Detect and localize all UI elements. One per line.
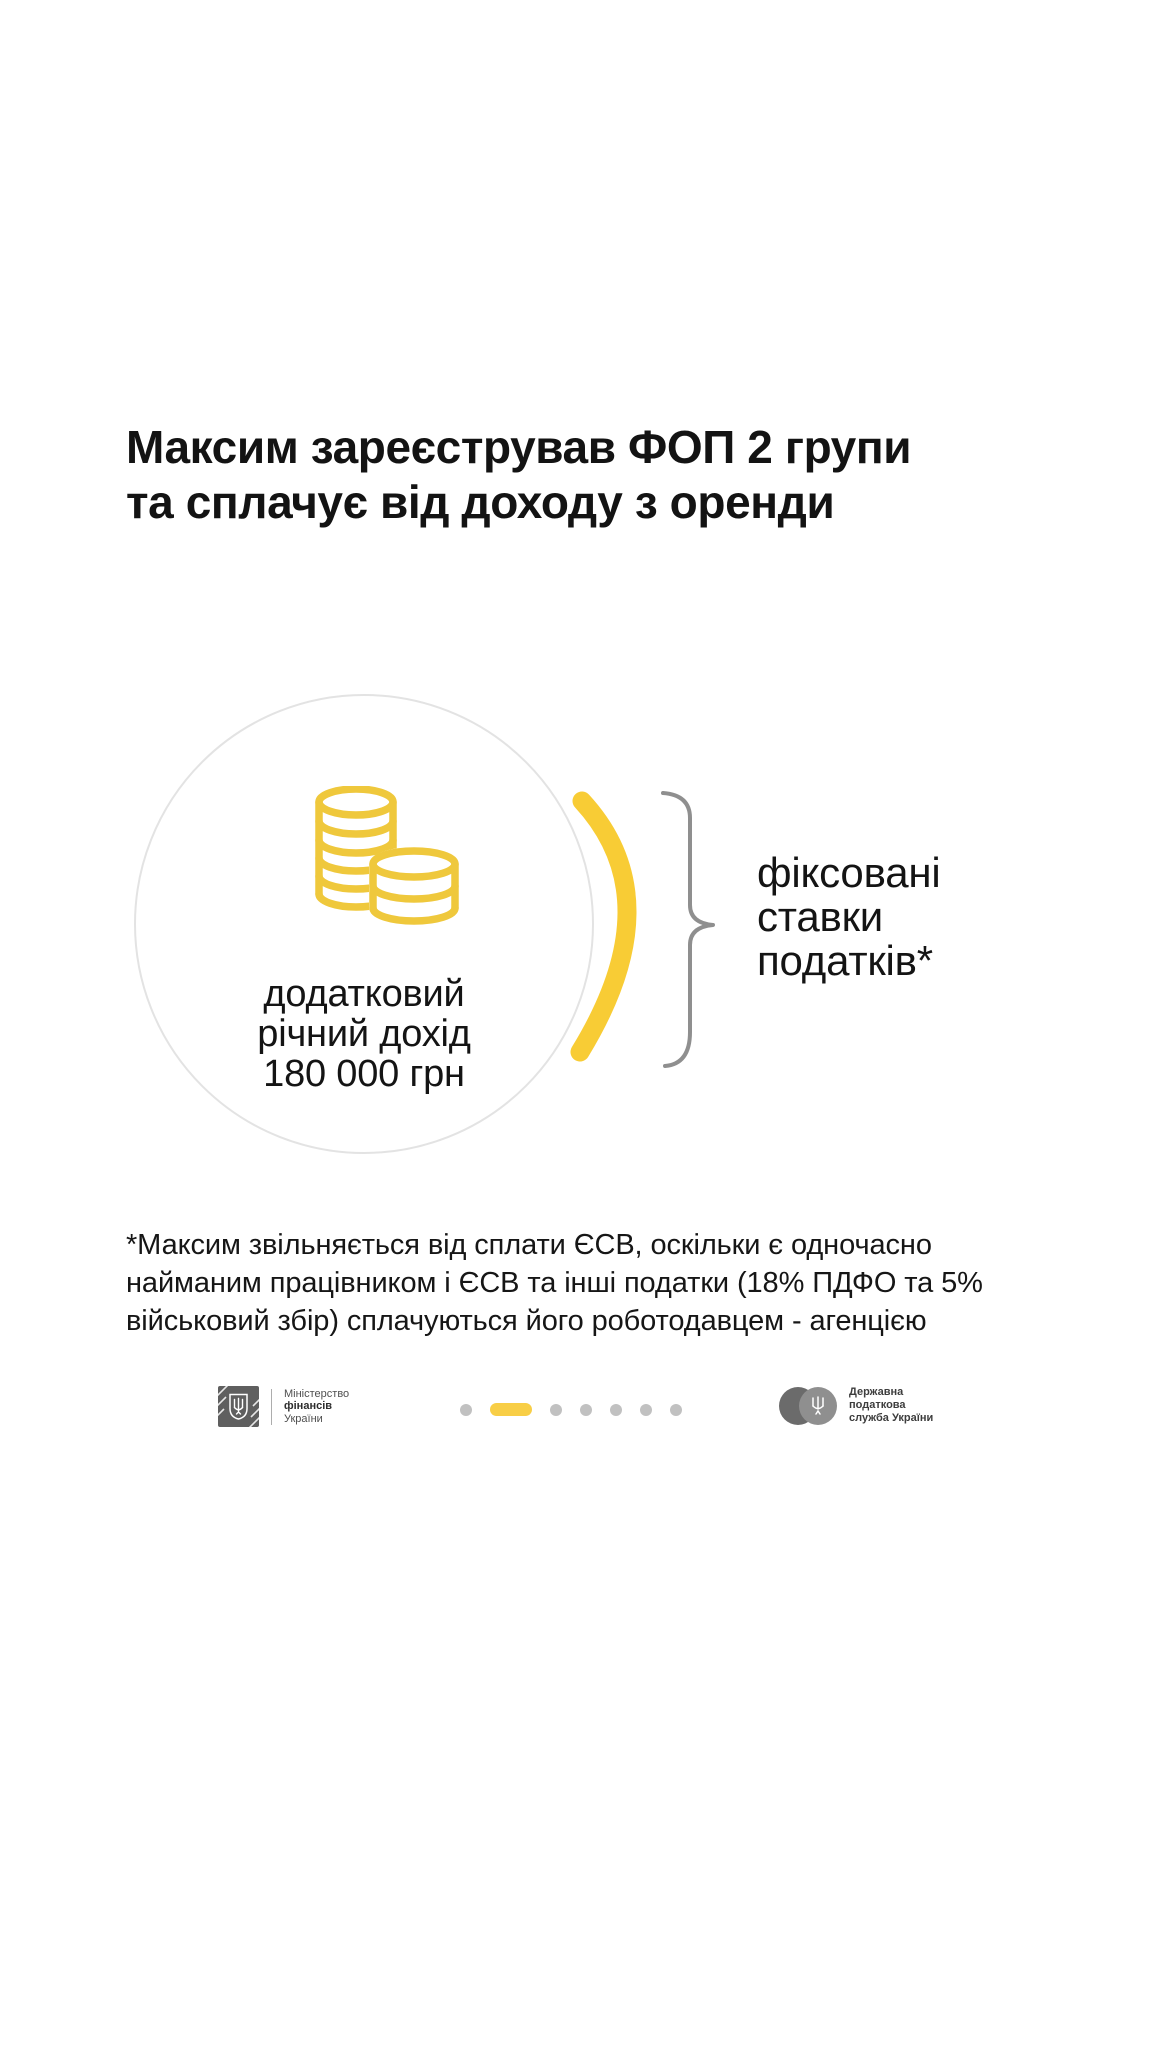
result-label xyxy=(757,851,941,983)
footnote-line-2: найманим працівником і ЄСВ та інші податки (18% ПДФО та 5% xyxy=(126,1267,983,1299)
trident-icon xyxy=(810,1396,826,1416)
footnote-line-1: *Максим звільняється від сплати ЄСВ, оскільки є одночасно xyxy=(126,1229,932,1261)
minfin-logo xyxy=(218,1386,349,1427)
pagination-dot-4[interactable] xyxy=(580,1404,592,1416)
arc-and-brace-graphic xyxy=(560,770,740,1090)
tax-service-emblem-icon xyxy=(779,1387,837,1425)
minfin-name-line-3: України xyxy=(284,1412,323,1425)
curly-brace xyxy=(663,793,713,1066)
minfin-name-line-2: фінансів xyxy=(284,1400,333,1413)
page-title xyxy=(126,420,1106,530)
pagination-dot-1[interactable] xyxy=(460,1404,472,1416)
minfin-emblem-icon xyxy=(218,1386,259,1427)
tax-name-line-2: податкова xyxy=(849,1399,906,1411)
result-line-1: фіксовані xyxy=(757,849,941,896)
income-circle-label xyxy=(164,974,564,1094)
coins-icon xyxy=(314,786,464,926)
title-line-2: та сплачує від доходу з оренди xyxy=(126,476,835,528)
title-line-1: Максим зареєстрував ФОП 2 групи xyxy=(126,421,912,473)
pagination-dot-2-active[interactable] xyxy=(490,1403,532,1416)
tax-service-logo xyxy=(779,1386,933,1425)
pagination-dot-7[interactable] xyxy=(670,1404,682,1416)
result-line-3: податків* xyxy=(757,937,933,984)
footnote xyxy=(126,1226,1086,1340)
result-line-2: ставки xyxy=(757,893,884,940)
income-label-line-1: додатковий xyxy=(263,973,465,1015)
tax-name-line-3: служба України xyxy=(849,1412,934,1424)
highlight-arc xyxy=(580,801,627,1052)
carousel-pagination xyxy=(460,1403,682,1416)
tax-emblem-circle-light xyxy=(799,1387,837,1425)
tax-name-line-1: Державна xyxy=(849,1386,904,1398)
pagination-dot-3[interactable] xyxy=(550,1404,562,1416)
income-label-line-2: річний дохід xyxy=(257,1013,471,1055)
income-label-line-3: 180 000 грн xyxy=(263,1053,465,1095)
minfin-name-line-1: Міністерство xyxy=(284,1387,350,1400)
logo-divider xyxy=(271,1389,272,1425)
footnote-line-3: військовий збір) сплачуються його роботодавцем - агенцією xyxy=(126,1305,927,1337)
pagination-dot-6[interactable] xyxy=(640,1404,652,1416)
pagination-dot-5[interactable] xyxy=(610,1404,622,1416)
